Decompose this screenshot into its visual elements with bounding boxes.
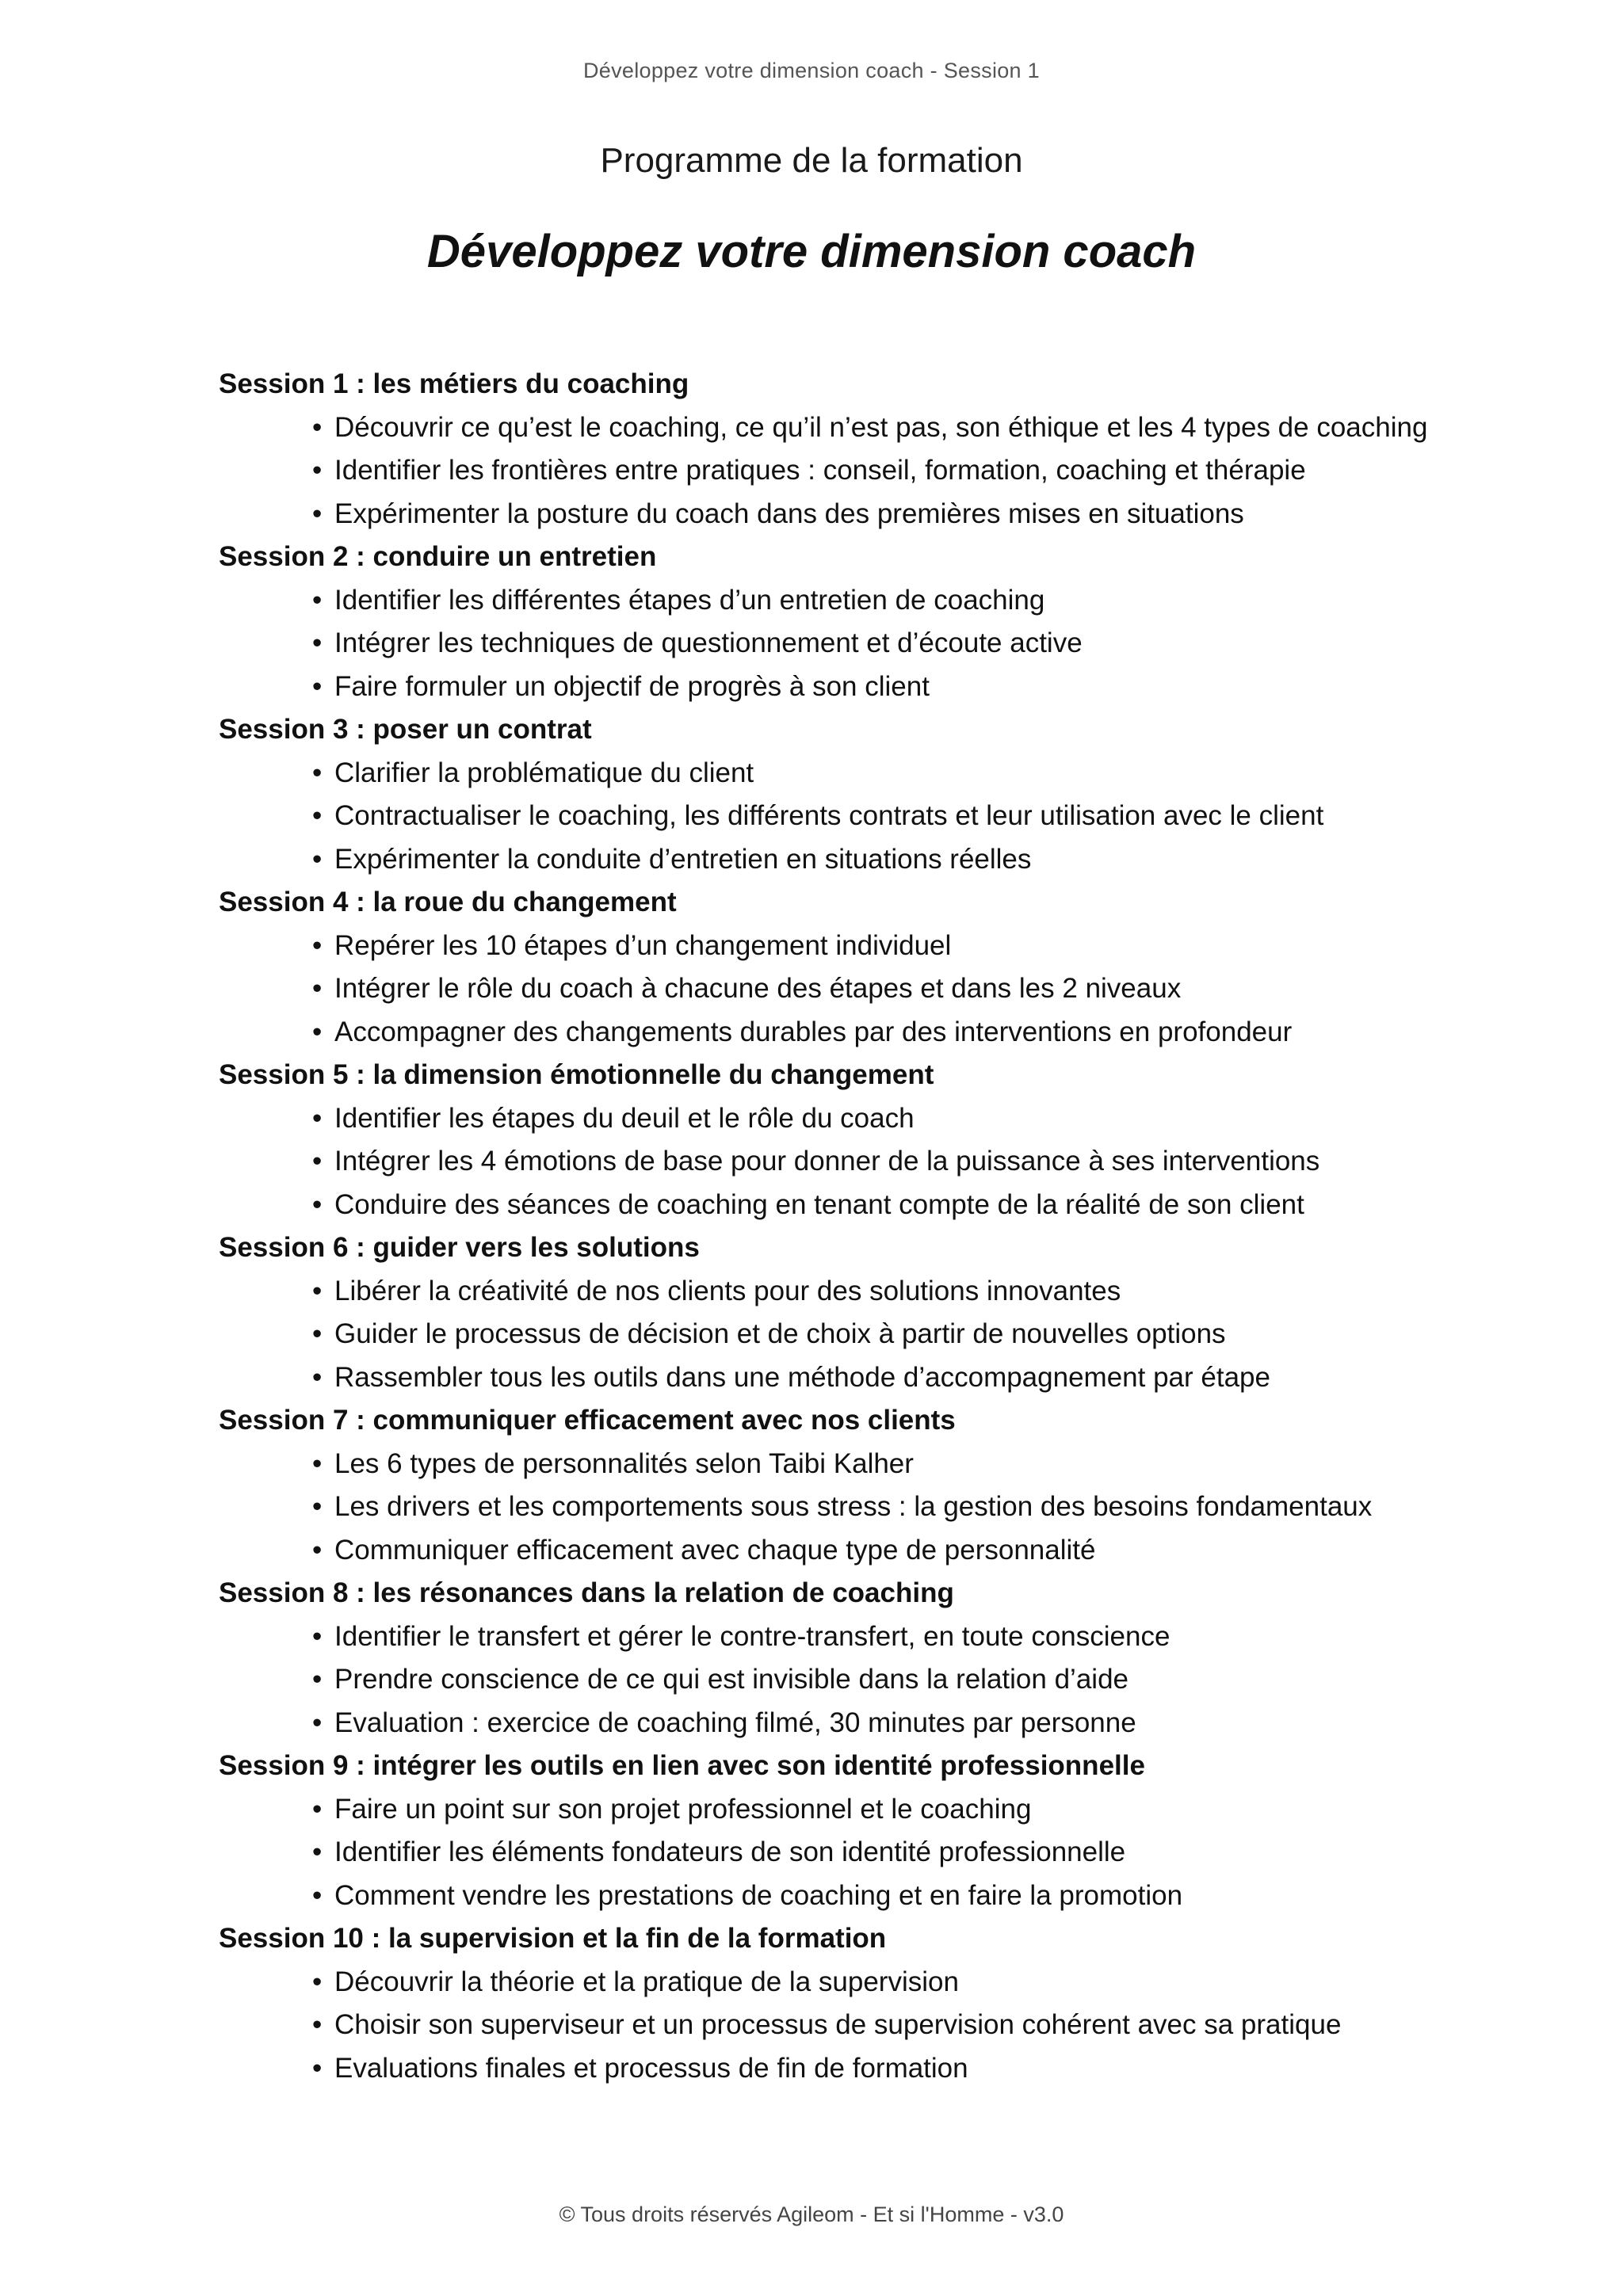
list-item xyxy=(219,1011,1503,1055)
list-item-text: Clarifier la problématique du client xyxy=(334,757,754,788)
list-item-text: Evaluation : exercice de coaching filmé, 30 minutes par personne xyxy=(334,1707,1136,1738)
list-item-text: Conduire des séances de coaching en tenant compte de la réalité de son client xyxy=(334,1188,1304,1220)
document-title: Développez votre dimension coach xyxy=(426,226,1197,277)
bullet-icon: • xyxy=(312,1534,323,1566)
list-item xyxy=(219,666,1503,709)
bullet-icon: • xyxy=(312,1318,323,1349)
list-item xyxy=(219,579,1503,623)
list-item xyxy=(219,493,1503,536)
list-item xyxy=(219,1097,1503,1141)
bullet-icon: • xyxy=(312,929,323,961)
list-item xyxy=(219,449,1503,493)
list-item-text: Expérimenter la posture du coach dans des premières mises en situations xyxy=(334,498,1244,529)
list-item xyxy=(219,1875,1503,1918)
bullet-icon: • xyxy=(312,1447,323,1479)
list-item xyxy=(219,1486,1503,1529)
list-item xyxy=(219,406,1503,450)
session-title: Session 8 : les résonances dans la relation de coaching xyxy=(219,1577,954,1608)
list-item-text: Identifier le transfert et gérer le contre-transfert, en toute conscience xyxy=(334,1620,1170,1652)
bullet-icon: • xyxy=(312,757,323,788)
session-title: Session 2 : conduire un entretien xyxy=(219,541,657,572)
bullet-icon: • xyxy=(312,2052,323,2084)
list-item-text: Comment vendre les prestations de coaching et en faire la promotion xyxy=(334,1879,1183,1911)
session-title: Session 5 : la dimension émotionnelle du changement xyxy=(219,1059,934,1090)
list-item xyxy=(219,1313,1503,1356)
list-item xyxy=(219,795,1503,838)
session-title: Session 9 : intégrer les outils en lien avec son identité professionnelle xyxy=(219,1750,1145,1781)
list-item xyxy=(219,1961,1503,2004)
bullet-icon: • xyxy=(312,411,323,443)
bullet-icon: • xyxy=(312,1879,323,1911)
list-item-text: Guider le processus de décision et de choix à partir de nouvelles options xyxy=(334,1318,1226,1349)
bullet-icon: • xyxy=(312,1188,323,1220)
list-item-text: Les 6 types de personnalités selon Taibi Kalher xyxy=(334,1447,914,1479)
bullet-icon: • xyxy=(312,498,323,529)
bullet-icon: • xyxy=(312,800,323,831)
list-item-text: Contractualiser le coaching, les différents contrats et leur utilisation avec le client xyxy=(334,800,1324,831)
bullet-icon: • xyxy=(312,1146,323,1177)
list-item xyxy=(219,2004,1503,2047)
list-item xyxy=(219,752,1503,795)
bullet-icon: • xyxy=(312,627,323,658)
list-item-text: Intégrer les techniques de questionnement et d’écoute active xyxy=(334,627,1083,658)
list-item-text: Libérer la créativité de nos clients pour des solutions innovantes xyxy=(334,1275,1121,1306)
list-item xyxy=(219,1788,1503,1832)
list-item xyxy=(219,1831,1503,1875)
list-item-text: Prendre conscience de ce qui est invisible dans la relation d’aide xyxy=(334,1664,1128,1695)
bullet-icon: • xyxy=(312,1966,323,1997)
list-item-text: Intégrer le rôle du coach à chacune des étapes et dans les 2 niveaux xyxy=(334,973,1182,1004)
bullet-icon: • xyxy=(312,1491,323,1522)
list-item xyxy=(219,1443,1503,1486)
bullet-icon: • xyxy=(312,455,323,486)
list-item-text: Identifier les étapes du deuil et le rôle du coach xyxy=(334,1102,915,1134)
list-item xyxy=(219,1184,1503,1227)
list-item-text: Faire formuler un objectif de progrès à son client xyxy=(334,670,930,702)
list-item xyxy=(219,967,1503,1011)
bullet-icon: • xyxy=(312,1016,323,1047)
list-item-text: Faire un point sur son projet professionnel et le coaching xyxy=(334,1793,1032,1825)
list-item xyxy=(219,925,1503,968)
bullet-icon: • xyxy=(312,1664,323,1695)
list-item-text: Accompagner des changements durables par des interventions en profondeur xyxy=(334,1016,1293,1047)
list-item xyxy=(219,622,1503,666)
list-item xyxy=(219,1615,1503,1659)
list-item-text: Les drivers et les comportements sous stress : la gestion des besoins fondamentaux xyxy=(334,1491,1373,1522)
bullet-icon: • xyxy=(312,2009,323,2040)
list-item-text: Identifier les éléments fondateurs de son identité professionnelle xyxy=(334,1836,1126,1867)
session-title: Session 4 : la roue du changement xyxy=(219,887,677,917)
bullet-icon: • xyxy=(312,1102,323,1134)
list-item-text: Expérimenter la conduite d’entretien en situations réelles xyxy=(334,843,1032,875)
bullet-icon: • xyxy=(312,584,323,616)
list-item-text: Identifier les différentes étapes d’un entretien de coaching xyxy=(334,584,1045,616)
bullet-icon: • xyxy=(312,670,323,702)
list-item xyxy=(219,1658,1503,1702)
session-title: Session 3 : poser un contrat xyxy=(219,714,592,745)
list-item-text: Repérer les 10 étapes d’un changement individuel xyxy=(334,929,952,961)
list-item xyxy=(219,838,1503,882)
session-title: Session 1 : les métiers du coaching xyxy=(219,368,689,399)
session-title: Session 7 : communiquer efficacement avec nos clients xyxy=(219,1405,956,1436)
list-item xyxy=(219,1270,1503,1314)
list-item xyxy=(219,1702,1503,1745)
bullet-icon: • xyxy=(312,1275,323,1306)
list-item-text: Identifier les frontières entre pratiques : conseil, formation, coaching et thérapie xyxy=(334,455,1306,486)
list-item-text: Communiquer efficacement avec chaque type de personnalité xyxy=(334,1534,1096,1566)
list-item xyxy=(219,2047,1503,2091)
session-list xyxy=(219,363,1503,2090)
list-item xyxy=(219,1529,1503,1573)
list-item-text: Intégrer les 4 émotions de base pour donner de la puissance à ses interventions xyxy=(334,1146,1320,1177)
bullet-icon: • xyxy=(312,973,323,1004)
session-title: Session 10 : la supervision et la fin de la formation xyxy=(219,1923,887,1954)
list-item-text: Découvrir la théorie et la pratique de la supervision xyxy=(334,1966,959,1997)
bullet-icon: • xyxy=(312,1836,323,1867)
bullet-icon: • xyxy=(312,843,323,875)
bullet-icon: • xyxy=(312,1793,323,1825)
bullet-icon: • xyxy=(312,1361,323,1393)
list-item-text: Rassembler tous les outils dans une méthode d’accompagnement par étape xyxy=(334,1361,1270,1393)
running-header: Développez votre dimension coach - Session 1 xyxy=(582,59,1040,82)
document-subtitle: Programme de la formation xyxy=(600,141,1023,180)
list-item-text: Choisir son superviseur et un processus de supervision cohérent avec sa pratique xyxy=(334,2009,1342,2040)
list-item xyxy=(219,1140,1503,1184)
list-item-text: Découvrir ce qu’est le coaching, ce qu’il n’est pas, son éthique et les 4 types de coaching xyxy=(334,411,1428,443)
copyright-footer: © Tous droits réservés Agileom - Et si l'Homme - v3.0 xyxy=(559,2203,1064,2226)
session-title: Session 6 : guider vers les solutions xyxy=(219,1232,700,1263)
bullet-icon: • xyxy=(312,1707,323,1738)
list-item xyxy=(219,1356,1503,1400)
bullet-icon: • xyxy=(312,1620,323,1652)
list-item-text: Evaluations finales et processus de fin de formation xyxy=(334,2052,968,2084)
